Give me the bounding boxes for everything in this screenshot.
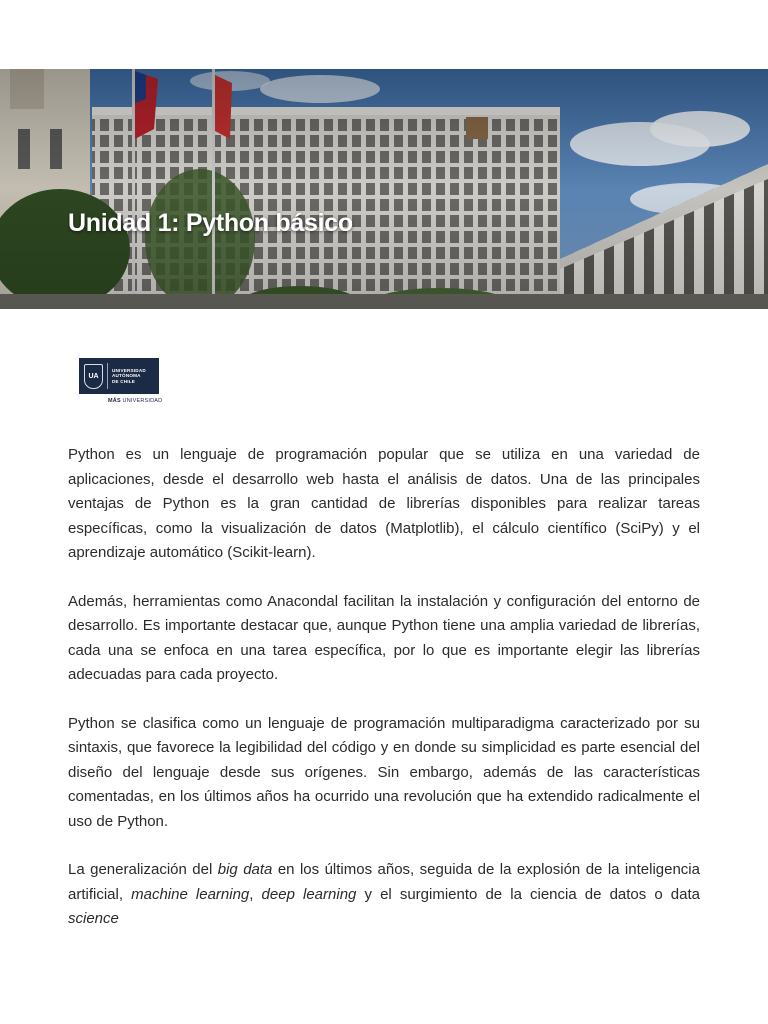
logo-tagline <box>108 398 162 404</box>
logo-name-line2: AUTÓNOMA <box>112 373 141 379</box>
shield-icon <box>84 364 103 389</box>
document-body <box>68 443 700 956</box>
paragraph-1: Python es un lenguaje de programación popular que se utiliza en una variedad de aplicaciones, desde el desarrollo web hasta el análisis de datos. Una de las principales ventajas de Python es la gran cantidad de librerías disponibles para realizar tareas específicas, como la visualización de datos (Matplotlib), el cálculo científico (SciPy) y el aprendizaje automático (Scikit-learn). <box>68 446 700 561</box>
paragraph-3: Python se clasifica como un lenguaje de programación multiparadigma caracterizado por su sintaxis, que favorece la legibilidad del código y en donde su simplicidad es parte esencial del diseño del lenguaje desde sus orígenes. Sin embargo, además de las características comentadas, en los últimos años ha ocurrido una revolución que ha extendido radicalmente el uso de Python. <box>68 714 700 830</box>
logo-monogram: UA <box>88 372 99 380</box>
logo-name <box>112 368 156 384</box>
logo-tag-rest: UNIVERSIDAD <box>120 398 163 404</box>
p4-text-1: La generalización del <box>68 861 218 878</box>
page-title: Unidad 1: Python básico <box>68 209 353 237</box>
logo-name-line1: UNIVERSIDAD <box>112 367 146 373</box>
paragraph-4 <box>68 858 700 932</box>
logo-divider <box>107 363 108 389</box>
logo-name-line3: DE CHILE <box>112 378 136 384</box>
logo-box <box>79 358 159 394</box>
logo-tag-bold: MÁS <box>108 398 121 404</box>
p4-italic-deep-learning: deep learning <box>261 885 357 903</box>
p4-text-4: y el surgimiento de la ciencia de datos o data <box>356 885 700 903</box>
p4-italic-big-data: big data <box>217 861 273 878</box>
university-logo <box>79 358 161 406</box>
paragraph-2: Además, herramientas como Anacondal facilitan la instalación y configuración del entorno de desarrollo. Es importante destacar que, aunque Python tiene una amplia variedad de librerías, cada una se enfoca en una tarea específica, por lo que es importante elegir las librerías adecuadas para cada proyecto. <box>68 592 700 683</box>
p4-italic-machine-learning: machine learning <box>131 885 250 903</box>
campus-building-image <box>0 69 768 309</box>
header-banner <box>0 69 768 309</box>
p4-text-3: , <box>249 885 262 903</box>
p4-italic-science: science <box>68 910 119 927</box>
p4-text-2: en los últimos años, seguida de la explosión de la inteligencia artificial, <box>68 861 700 903</box>
